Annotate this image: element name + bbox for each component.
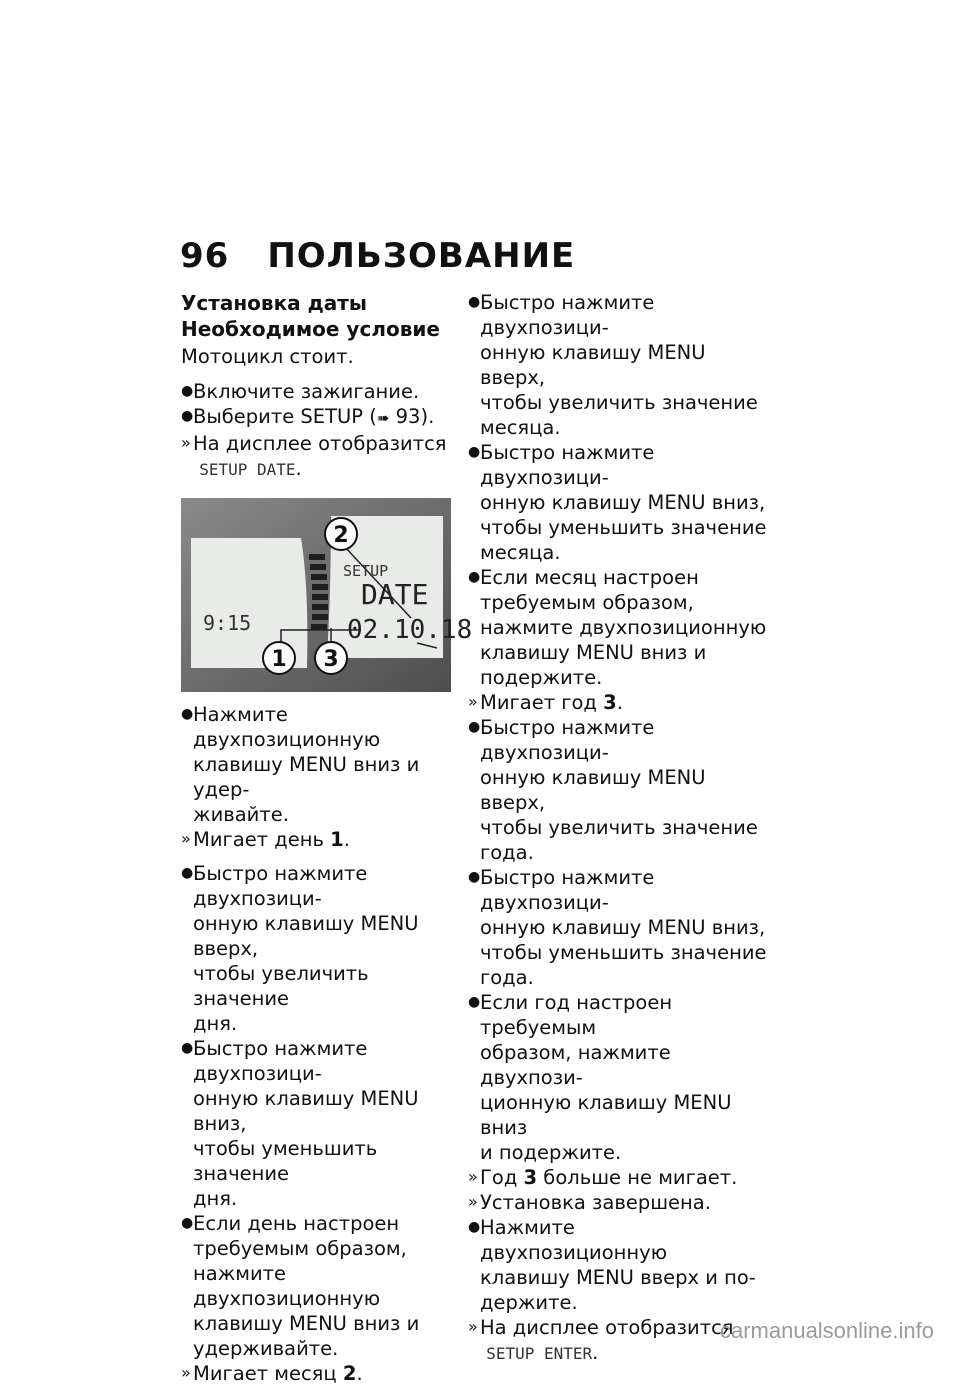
page-ref-arrow-icon: ➠ [376, 409, 390, 427]
condition-heading: Необходимое условие [181, 317, 440, 341]
condition-text: Мотоцикл стоит. [181, 345, 354, 368]
svg-text:3: 3 [323, 647, 339, 672]
result-arrow-icon: » [468, 1317, 478, 1336]
display-code: SETUP ENTER [486, 1344, 593, 1363]
step-year-decrease: ● Быстро нажмите двухпозици- онную клавишу MENU вниз, чтобы уменьшить значение года. [468, 866, 767, 989]
step-press-menu-down: ● Нажмите двухпозиционную клавишу MENU вниз и удер- живайте. [181, 703, 420, 826]
bullet-icon: ● [181, 706, 194, 722]
result-year-stops: » Год 3 больше не мигает. [468, 1166, 738, 1189]
display-code: SETUP DATE [199, 460, 296, 479]
bullet-icon: ● [468, 569, 481, 585]
result-setup-complete: » Установка завершена. [468, 1191, 711, 1214]
callout-1 [263, 642, 295, 674]
result-arrow-icon: » [181, 1363, 191, 1382]
result-year-flashing: » Мигает год 3. [468, 691, 623, 714]
bullet-icon: ● [468, 719, 481, 735]
bullet-icon: ● [468, 294, 481, 310]
bullet-icon: ● [468, 869, 481, 885]
bullet-icon: ● [181, 1215, 194, 1231]
step-day-confirm: ● Если день настроен требуемым образом, нажмите двухпозиционную клавишу MENU вниз и удерживайте. [181, 1212, 420, 1360]
result-setup-enter: » На дисплее отобразится SETUP ENTER. [468, 1316, 734, 1364]
step-day-decrease: ● Быстро нажмите двухпозици- онную клавишу MENU вниз, чтобы уменьшить значение дня. [181, 1037, 419, 1210]
setup-label: SETUP [343, 562, 389, 580]
watermark: carmanualsonline.info [719, 1318, 934, 1343]
callout-3 [315, 642, 347, 674]
bullet-icon: ● [181, 383, 194, 399]
step-month-decrease: ● Быстро нажмите двухпозици- онную клавишу MENU вниз, чтобы уменьшить значение месяца. [468, 441, 767, 564]
time-readout: 9:15 [203, 611, 252, 635]
step-year-increase: ● Быстро нажмите двухпозици- онную клавишу MENU вверх, чтобы увеличить значение года. [468, 716, 758, 864]
result-arrow-icon: » [468, 692, 478, 711]
bullet-icon: ● [181, 1040, 194, 1056]
bullet-icon: ● [181, 408, 194, 424]
dashboard-illustration [181, 498, 473, 692]
section-heading: Установка даты [181, 291, 367, 315]
left-column [181, 290, 473, 1386]
result-arrow-icon: » [468, 1192, 478, 1211]
page-ref-link[interactable]: 93 [395, 405, 421, 428]
step-ignition: ● Включите зажигание. [181, 380, 420, 403]
result-month-flashing: » Мигает месяц 2. [181, 1362, 363, 1385]
svg-text:1: 1 [271, 647, 287, 672]
date-value: 02.10.18 [347, 615, 473, 645]
date-label: DATE [361, 578, 429, 611]
result-arrow-icon: » [468, 1167, 478, 1186]
step-day-increase: ● Быстро нажмите двухпозици- онную клавишу MENU вверх, чтобы увеличить значение дня. [181, 862, 419, 1035]
bullet-icon: ● [468, 1219, 481, 1235]
step-press-menu-up: ● Нажмите двухпозиционную клавишу MENU вверх и по- держите. [468, 1216, 756, 1314]
step-select-setup: ● Выберите SETUP (➠ 93). [181, 405, 435, 428]
page-number: 96 [180, 236, 230, 276]
section-title: ПОЛЬЗОВАНИЕ [267, 236, 576, 276]
right-column [468, 290, 768, 1366]
result-day-flashing: » Мигает день 1. [181, 828, 350, 851]
result-arrow-icon: » [181, 433, 191, 452]
step-month-confirm: ● Если месяц настроен требуемым образом, нажмите двухпозиционную клавишу MENU вниз и подержите. [468, 566, 767, 689]
svg-text:2: 2 [333, 523, 349, 548]
page-header [180, 236, 575, 276]
result-setup-date: » На дисплее отобразится SETUP DATE. [181, 432, 447, 480]
step-month-increase: ● Быстро нажмите двухпозици- онную клавишу MENU вверх, чтобы увеличить значение месяца. [468, 291, 758, 439]
bullet-icon: ● [468, 994, 481, 1010]
callout-2 [325, 518, 357, 550]
dashboard-figure [181, 498, 473, 692]
result-arrow-icon: » [181, 829, 191, 848]
step-year-confirm: ● Если год настроен требуемым образом, нажмите двухпози- ционную клавишу MENU вниз и подержите. [468, 991, 732, 1164]
bullet-icon: ● [181, 865, 194, 881]
bullet-icon: ● [468, 444, 481, 460]
